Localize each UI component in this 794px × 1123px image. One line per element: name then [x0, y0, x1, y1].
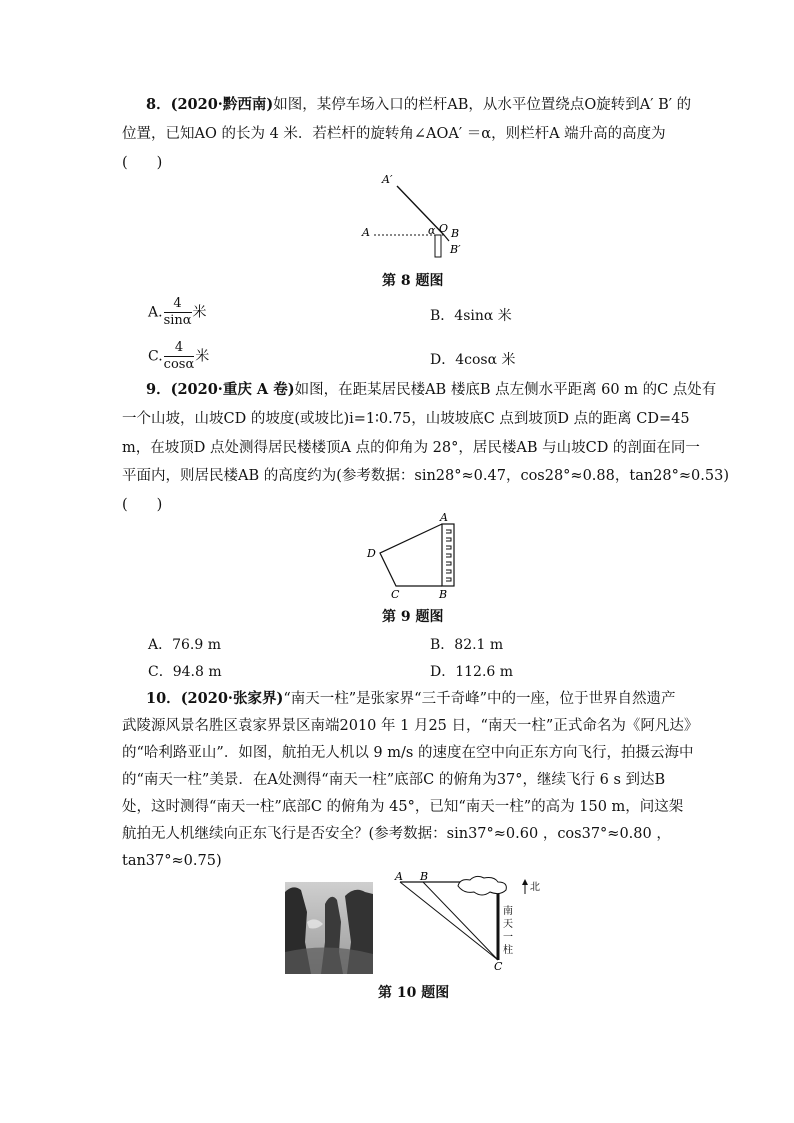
q8-label-a-prime: A′ — [382, 173, 393, 186]
q10-line1 — [146, 689, 675, 709]
q8-line1 — [146, 95, 691, 115]
q10-north-arrowhead — [522, 879, 528, 885]
q9-line3: m，在坡顶D 点处测得居民楼楼顶A 点的仰角为 28°，居民楼AB 与山坡CD 的剖面在同一 — [122, 440, 700, 456]
q8-option-a-unit: 米 — [192, 304, 207, 321]
q9-answer-paren: ( ) — [122, 497, 163, 513]
q9-slope-outline — [380, 524, 442, 586]
q8-label-a: A — [362, 226, 370, 239]
q10-label-a: A — [395, 872, 403, 883]
q9-label-b: B — [439, 588, 448, 600]
q10-cloud — [458, 876, 506, 895]
q10-source: (2020·张家界) — [180, 690, 284, 707]
q10-line5: 处，这时测得“南天一柱”底部C 的俯角为 45°，已知“南天一柱”的高为 150 m，问这架 — [122, 799, 684, 815]
q9-label-a: A — [440, 511, 448, 524]
q9-option-c: C．94.8 m — [148, 664, 222, 680]
q8-bar-short — [444, 235, 449, 241]
q8-number: 8． — [146, 96, 171, 113]
q9-number: 9． — [146, 381, 171, 398]
q10-photo — [285, 882, 373, 974]
q8-rotated-bar — [397, 186, 444, 235]
q8-option-c-unit: 米 — [195, 348, 210, 365]
q8-caption: 第 8 题图 — [382, 273, 444, 289]
q10-line3: 的“哈利路亚山”．如图，航拍无人机以 9 m/s 的速度在空中向正东方向飞行，拍摄云海中 — [122, 745, 694, 761]
q8-line2: 位置，已知AO 的长为 4 米．若栏杆的旋转角∠AOA′ ＝α，则栏杆A 端升高的高度为 — [122, 126, 666, 142]
q8-option-c-denominator: cosα — [163, 357, 195, 372]
q10-line7: tan37°≈0.75) — [122, 853, 222, 869]
q8-option-c — [148, 340, 209, 373]
q10-line2: 武陵源风景名胜区袁家界景区南端2010 年 1 月25 日，“南天一柱”正式命名为《阿凡达》 — [122, 718, 699, 734]
q9-line1 — [146, 380, 716, 400]
q10-number: 10． — [146, 690, 181, 707]
q10-label-b: B — [420, 872, 429, 883]
q8-option-a-denominator: sinα — [163, 313, 192, 328]
q10-pillar-char-3: 一 — [503, 932, 513, 943]
q10-pillar-char-4: 柱 — [503, 945, 513, 956]
q9-option-b: B．82.1 m — [430, 637, 504, 653]
q8-option-d: D．4cosα 米 — [430, 352, 516, 368]
q8-option-a-numerator: 4 — [164, 296, 192, 313]
q8-figure — [350, 168, 480, 266]
q8-option-c-fraction — [164, 340, 195, 373]
q9-source: (2020·重庆 A 卷) — [170, 381, 295, 398]
q10-pillar-char-1: 南 — [503, 906, 513, 917]
q8-label-b-prime: B′ — [450, 243, 461, 256]
q10-pillar-char-2: 天 — [503, 919, 513, 930]
q10-label-north: 北 — [530, 882, 540, 893]
q8-option-a-fraction — [164, 296, 192, 329]
q8-label-o: O — [439, 222, 449, 235]
q10-line4: 的“南天一柱”美景．在A处测得“南天一柱”底部C 的俯角为37°，继续飞行 6 s 到达B — [122, 772, 666, 788]
q8-label-b: B — [451, 227, 460, 240]
q8-option-b: B．4sinα 米 — [430, 308, 512, 324]
q9-caption: 第 9 题图 — [382, 609, 444, 625]
q8-answer-paren: ( ) — [122, 155, 163, 171]
q9-option-a: A．76.9 m — [148, 637, 222, 653]
q8-option-a — [148, 296, 207, 329]
q9-text-1: 如图，在距某居民楼AB 楼底B 点左侧水平距离 60 m 的C 点处有 — [294, 382, 717, 398]
q10-figure — [390, 872, 550, 974]
q9-label-c: C — [391, 588, 400, 600]
q8-option-a-letter: A. — [148, 304, 163, 321]
q8-source: (2020·黔西南) — [170, 96, 274, 113]
q9-line2: 一个山坡，山坡CD 的坡度(或坡比)i=1∶0.75，山坡坡底C 点到坡顶D 点的距离 CD=45 — [122, 411, 690, 427]
q8-post — [435, 235, 441, 257]
q10-line6: 航拍无人机继续向正东飞行是否安全？(参考数据：sin37°≈0.60 ，cos37°≈0.80 ， — [122, 826, 671, 842]
q8-label-alpha: α — [428, 224, 436, 237]
q8-option-c-numerator: 4 — [164, 340, 195, 357]
q10-text-1: “南天一柱”是张家界“三千奇峰”中的一座，位于世界自然遗产 — [283, 691, 676, 707]
q9-line4: 平面内，则居民楼AB 的高度约为(参考数据：sin28°≈0.47，cos28°≈0.88，tan28°≈0.53) — [122, 468, 729, 484]
q9-label-d: D — [367, 547, 376, 560]
q8-option-c-letter: C. — [148, 348, 163, 365]
q10-caption: 第 10 题图 — [378, 985, 450, 1001]
q10-label-c: C — [494, 960, 503, 973]
q9-option-d: D．112.6 m — [430, 664, 514, 680]
q8-text-1: 如图，某停车场入口的栏杆AB，从水平位置绕点O旋转到A′ B′ 的 — [273, 97, 692, 113]
q9-figure — [362, 510, 472, 600]
